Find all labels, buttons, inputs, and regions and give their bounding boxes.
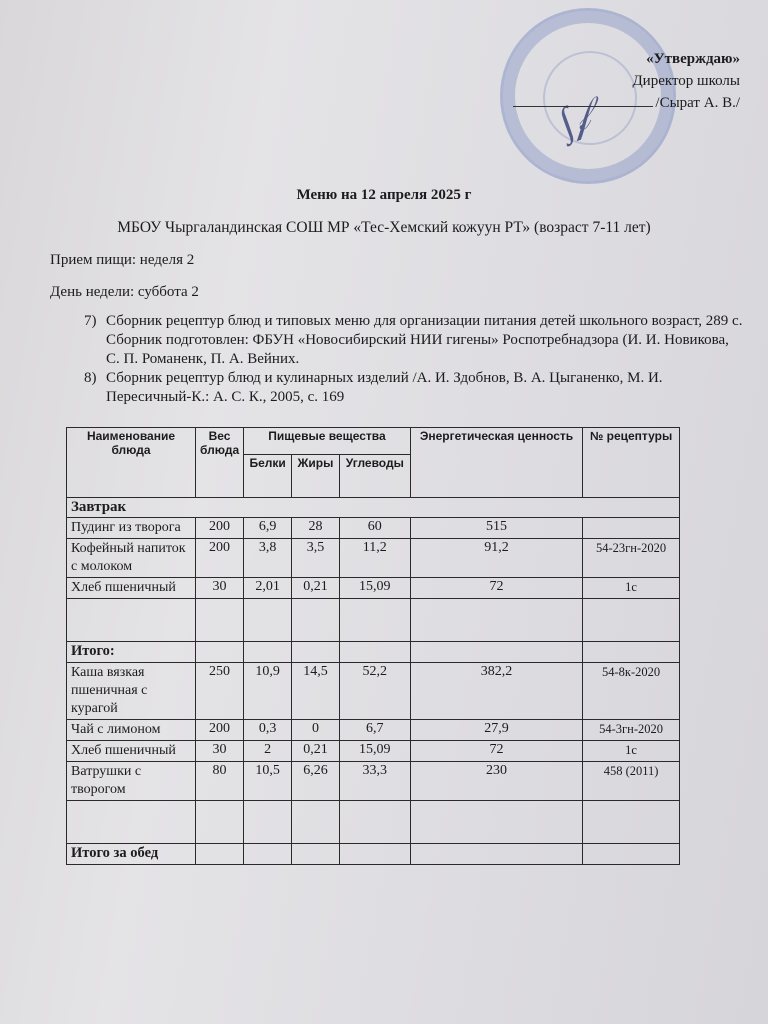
dish-name: Хлеб пшеничный: [67, 578, 196, 599]
approval-position: Директор школы: [632, 73, 740, 89]
school-name: МБОУ Чыргаландинская СОШ МР «Тес-Хемский кожуун РТ» (возраст 7-11 лет): [117, 219, 651, 236]
dish-proteins: 2,01: [244, 578, 292, 599]
signature-line: [513, 106, 653, 107]
page-title: Меню на 12 апреля 2025 г: [296, 187, 472, 203]
dish-fats: 28: [292, 518, 340, 539]
dish-weight: 30: [196, 578, 244, 599]
dish-fats: 0,21: [292, 741, 340, 762]
header-energy: Энергетическая ценность: [410, 428, 582, 498]
approval-name: /Сырат А. В./: [655, 95, 740, 111]
section-breakfast: Завтрак: [67, 498, 680, 518]
dish-recipe: 1с: [583, 741, 680, 762]
approval-block: [513, 48, 740, 114]
dish-proteins: 10,9: [244, 663, 292, 720]
dish-weight: 80: [196, 762, 244, 801]
dish-energy: 91,2: [410, 539, 582, 578]
table-row: [67, 720, 680, 741]
reference-number: 7): [84, 313, 97, 329]
dish-name: Каша вязкая пшеничная с курагой: [67, 663, 196, 720]
dish-carbs: 15,09: [339, 578, 410, 599]
dish-fats: 0: [292, 720, 340, 741]
total-label: Итого за обед: [67, 844, 196, 865]
section-row: [67, 498, 680, 518]
dish-carbs: 15,09: [339, 741, 410, 762]
reference-number: 8): [84, 370, 97, 386]
dish-proteins: 3,8: [244, 539, 292, 578]
dish-recipe: 54-8к-2020: [583, 663, 680, 720]
reference-item: [84, 369, 744, 407]
dish-carbs: 33,3: [339, 762, 410, 801]
dish-energy: 27,9: [410, 720, 582, 741]
dish-fats: 14,5: [292, 663, 340, 720]
header-proteins: Белки: [244, 455, 292, 498]
total-row-lunch: [67, 844, 680, 865]
empty-row: [67, 801, 680, 844]
table-row: [67, 741, 680, 762]
dish-recipe: 458 (2011): [583, 762, 680, 801]
dish-energy: 382,2: [410, 663, 582, 720]
dish-weight: 200: [196, 539, 244, 578]
dish-energy: 230: [410, 762, 582, 801]
dish-name: Чай с лимоном: [67, 720, 196, 741]
dish-name: Ватрушки с творогом: [67, 762, 196, 801]
dish-energy: 72: [410, 578, 582, 599]
header-name: Наименование блюда: [67, 428, 196, 498]
table-row: [67, 578, 680, 599]
dish-carbs: 60: [339, 518, 410, 539]
dish-proteins: 6,9: [244, 518, 292, 539]
reference-text: Сборник рецептур блюд и типовых меню для организации питания детей школьного возраст, 289 с. Сборник подготовлен: ФБУН «Новосибирский НИИ гигены» Роспотребнадзора (И. И. Новикова, С. П. Романенк, П. А. Вейних.: [106, 313, 743, 367]
reference-item: [84, 312, 744, 369]
meal-intake: Прием пищи: неделя 2: [50, 252, 195, 268]
dish-recipe: 54-3гн-2020: [583, 720, 680, 741]
dish-weight: 200: [196, 518, 244, 539]
signature-icon: ∫𝒻: [553, 92, 596, 145]
weekday: День недели: суббота 2: [50, 284, 199, 300]
dish-weight: 200: [196, 720, 244, 741]
dish-fats: 3,5: [292, 539, 340, 578]
table-row: [67, 539, 680, 578]
dish-name: Хлеб пшеничный: [67, 741, 196, 762]
dish-recipe: 1с: [583, 578, 680, 599]
dish-recipe: [583, 518, 680, 539]
table-row: [67, 518, 680, 539]
menu-table: [66, 427, 680, 865]
dish-recipe: 54-23гн-2020: [583, 539, 680, 578]
dish-name: Кофейный напиток с молоком: [67, 539, 196, 578]
dish-fats: 0,21: [292, 578, 340, 599]
references-list: [84, 312, 744, 407]
empty-row: [67, 599, 680, 642]
total-row-breakfast: [67, 642, 680, 663]
total-label: Итого:: [67, 642, 196, 663]
dish-proteins: 2: [244, 741, 292, 762]
dish-carbs: 52,2: [339, 663, 410, 720]
header-nutrients: Пищевые вещества: [244, 428, 411, 455]
header-recipe: № рецептуры: [583, 428, 680, 498]
header-row: [67, 428, 680, 455]
dish-proteins: 0,3: [244, 720, 292, 741]
dish-weight: 250: [196, 663, 244, 720]
dish-proteins: 10,5: [244, 762, 292, 801]
reference-text: Сборник рецептур блюд и кулинарных изделий /А. И. Здобнов, В. А. Цыганенко, М. И. Пересичный-К.: А. С. К., 2005, с. 169: [106, 370, 663, 405]
dish-carbs: 11,2: [339, 539, 410, 578]
dish-energy: 515: [410, 518, 582, 539]
header-weight: Вес блюда: [196, 428, 244, 498]
dish-name: Пудинг из творога: [67, 518, 196, 539]
dish-fats: 6,26: [292, 762, 340, 801]
approval-heading: «Утверждаю»: [646, 51, 740, 67]
header-fats: Жиры: [292, 455, 340, 498]
dish-energy: 72: [410, 741, 582, 762]
table-row: [67, 762, 680, 801]
dish-carbs: 6,7: [339, 720, 410, 741]
dish-weight: 30: [196, 741, 244, 762]
header-carbs: Углеводы: [339, 455, 410, 498]
table-row: [67, 663, 680, 720]
